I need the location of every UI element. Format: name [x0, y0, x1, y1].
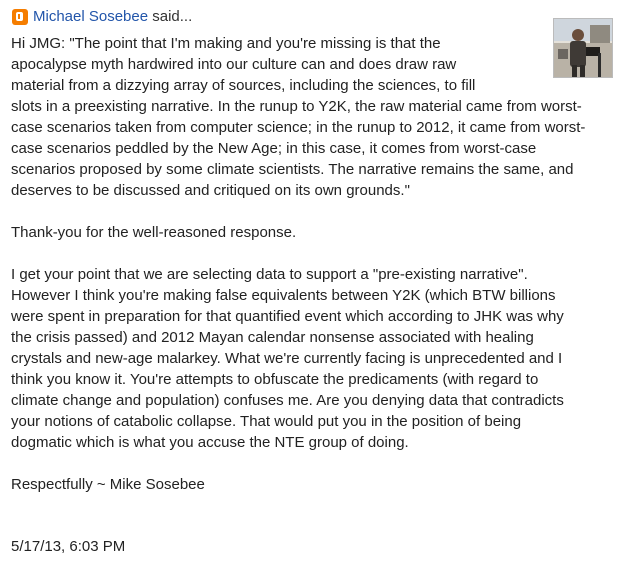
response-line: think you know it. You're attempts to obfuscate the predicaments (with regard to — [11, 371, 539, 388]
quote-line: deserves to be discussed and critiqued on its own grounds." — [11, 182, 410, 199]
comment-timestamp-link[interactable]: 5/17/13, 6:03 PM — [11, 538, 126, 555]
quote-line: case scenarios taken from computer science; in the runup to 2012, it came from worst- — [11, 119, 586, 136]
quote-line: apocalypse myth hardwired into our culture can and does draw raw — [11, 56, 457, 73]
quote-line: case scenarios peddled by the New Age; in this case, it comes from worst-case — [11, 140, 537, 157]
blogger-icon — [12, 9, 28, 25]
comment-body — [11, 33, 609, 495]
quote-line: Hi JMG: "The point that I'm making and you're missing is that the — [11, 35, 441, 52]
author-link[interactable]: Michael Sosebee — [33, 8, 149, 25]
quote-line: scenarios proposed by some climate scientists. The narrative remains the same, and — [11, 161, 574, 178]
signoff-line: Respectfully ~ Mike Sosebee — [11, 476, 205, 493]
quote-line: slots in a preexisting narrative. In the runup to Y2K, the raw material came from worst- — [11, 98, 582, 115]
response-line: your notions of catabolic collapse. That would put you in the position of being — [11, 413, 522, 430]
said-label: said... — [152, 8, 193, 25]
response-line: crystals and new-age malarkey. What we're currently facing is unprecedented and I — [11, 350, 563, 367]
comment-header — [33, 7, 192, 27]
response-line: dogmatic which is what you accuse the NTE group of doing. — [11, 434, 409, 451]
thanks-line: Thank-you for the well-reasoned response. — [11, 224, 297, 241]
response-line: the crisis passed) and 2012 Mayan calendar nonsense associated with healing — [11, 329, 534, 346]
response-line: However I think you're making false equivalents between Y2K (which BTW billions — [11, 287, 556, 304]
response-line: I get your point that we are selecting data to support a "pre-existing narrative". — [11, 266, 528, 283]
response-line: climate change and population) confuses me. Are you denying data that contradicts — [11, 392, 564, 409]
quote-line: material from a dizzying array of sources, including the sciences, to fill — [11, 77, 476, 94]
response-line: were spent in preparation for that quantified event which according to JHK was why — [11, 308, 564, 325]
